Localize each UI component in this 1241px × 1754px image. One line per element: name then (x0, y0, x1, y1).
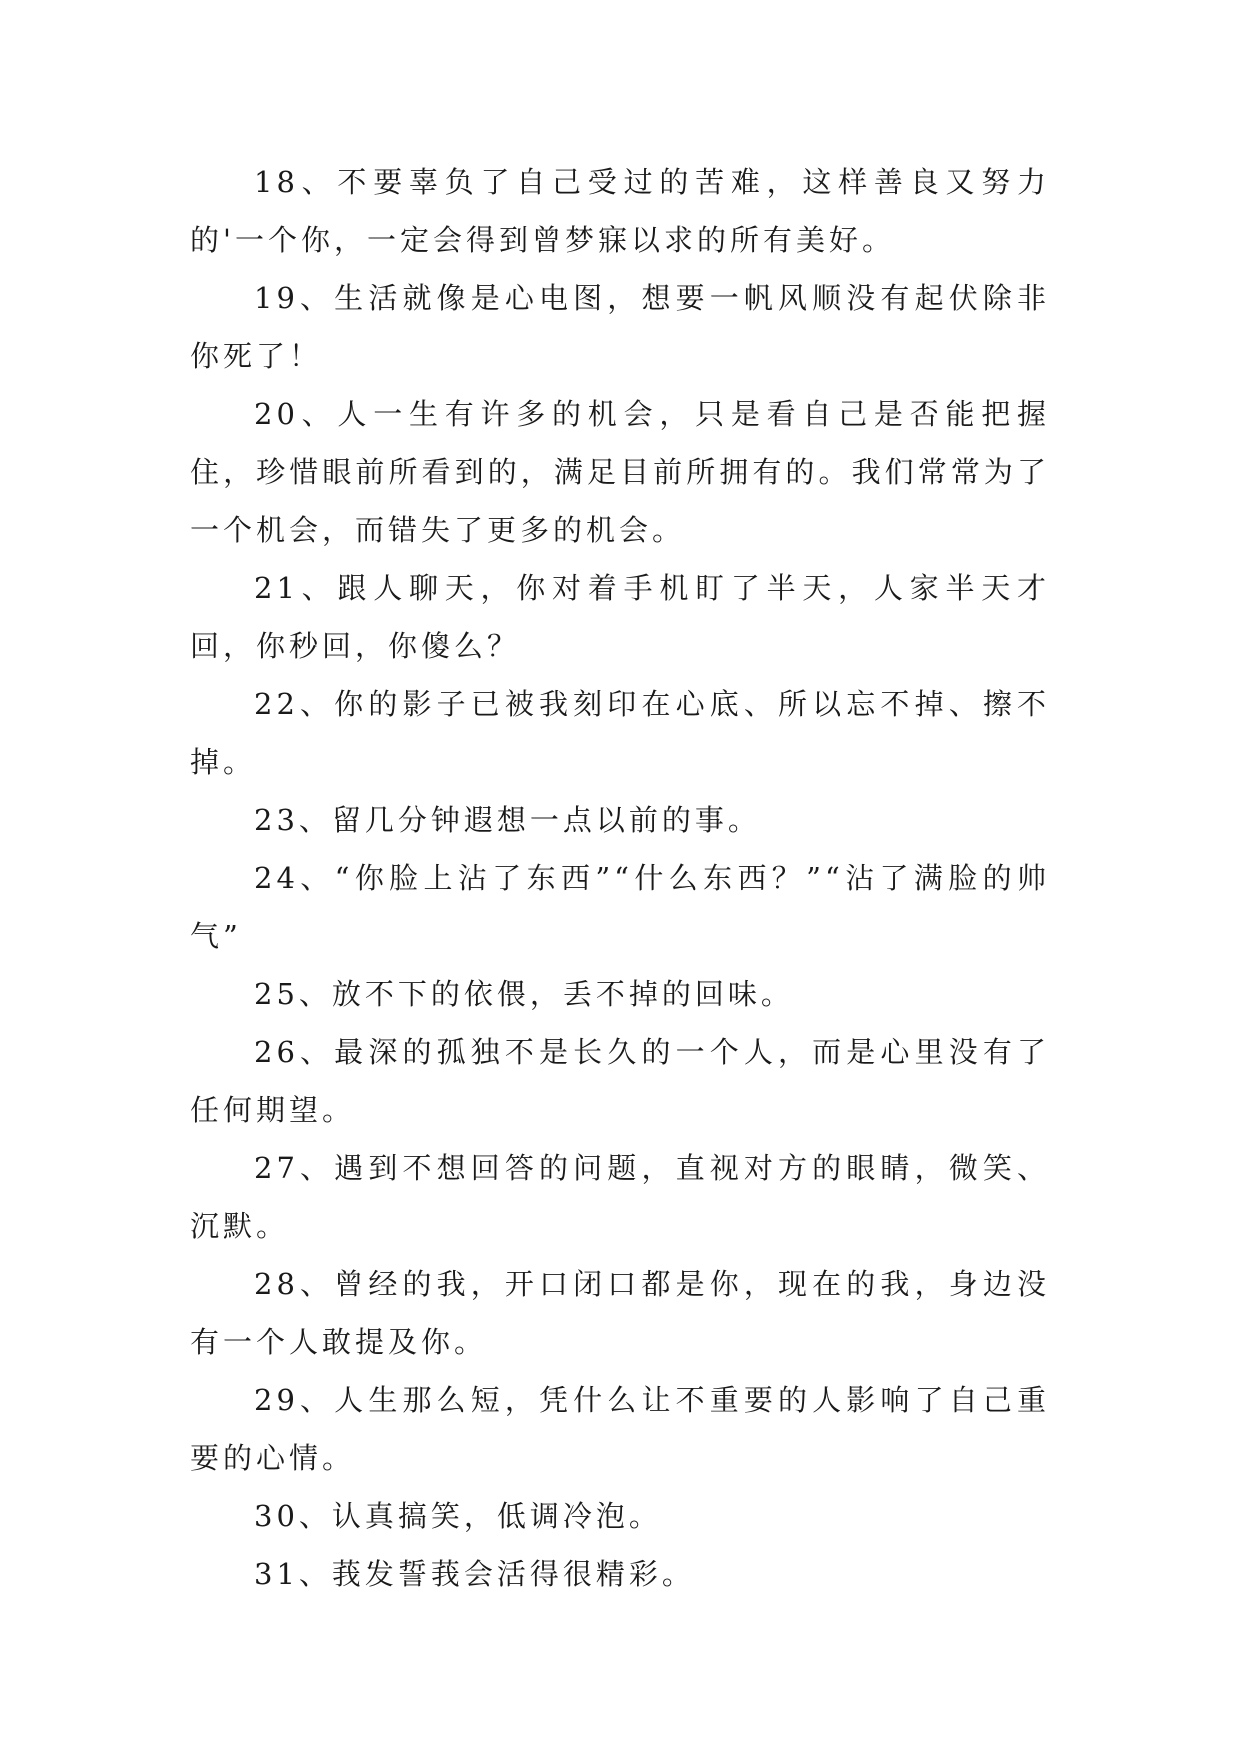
paragraph-31: 31、莪发誓莪会活得很精彩。 (254, 1557, 695, 1591)
paragraph-24: 24、“你脸上沾了东西”“什么东西？”“沾了满脸的帅气” (190, 861, 1050, 953)
paragraph-28: 28、曾经的我，开口闭口都是你，现在的我，身边没有一个人敢提及你。 (190, 1267, 1050, 1359)
paragraph-22: 22、你的影子已被我刻印在心底、所以忘不掉、擦不掉。 (190, 687, 1050, 779)
paragraph-21: 21、跟人聊天，你对着手机盯了半天，人家半天才回，你秒回，你傻么？ (190, 571, 1050, 663)
paragraph-25: 25、放不下的依偎，丢不掉的回味。 (254, 977, 794, 1011)
paragraph-27: 27、遇到不想回答的问题，直视对方的眼睛，微笑、沉默。 (190, 1151, 1050, 1243)
paragraph-18: 18、不要辜负了自己受过的苦难，这样善良又努力的'一个你，一定会得到曾梦寐以求的所有美好。 (190, 165, 1050, 257)
paragraph-26: 26、最深的孤独不是长久的一个人，而是心里没有了任何期望。 (190, 1035, 1050, 1127)
paragraph-20: 20、人一生有许多的机会，只是看自己是否能把握住，珍惜眼前所看到的，满足目前所拥有的。我们常常为了一个机会，而错失了更多的机会。 (190, 397, 1050, 547)
paragraph-19: 19、生活就像是心电图，想要一帆风顺没有起伏除非你死了！ (190, 281, 1050, 373)
document-body (190, 153, 1050, 1603)
paragraph-23: 23、留几分钟遐想一点以前的事。 (254, 803, 761, 837)
paragraph-29: 29、人生那么短，凭什么让不重要的人影响了自己重要的心情。 (190, 1383, 1050, 1475)
paragraph-30: 30、认真搞笑，低调冷泡。 (254, 1499, 662, 1533)
